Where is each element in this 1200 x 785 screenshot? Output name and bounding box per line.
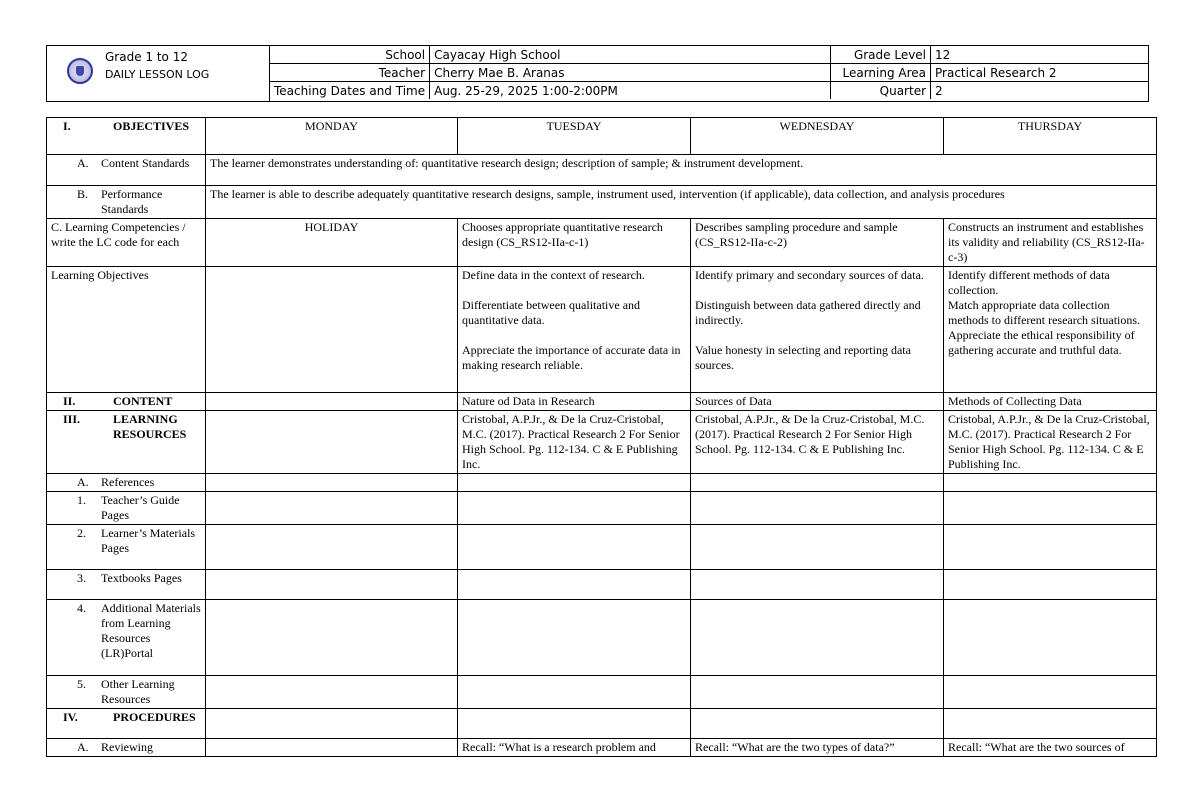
header-value-quarter: 2 <box>931 82 1148 100</box>
header-label-grade-level: Grade Level <box>831 46 931 64</box>
header-title-line2: DAILY LESSON LOG <box>105 68 210 81</box>
item-label: Learner’s Materials Pages <box>101 526 196 555</box>
reviewing-wednesday: Recall: “What are the two types of data?” <box>691 739 944 757</box>
ref-item-learners-materials <box>47 525 206 570</box>
empty-cell <box>458 492 691 525</box>
competency-tuesday: Chooses appropriate quantitative research design (CS_RS12-IIa-c-1) <box>458 219 691 267</box>
table-row <box>47 474 1157 492</box>
procedures-heading-cell <box>47 709 206 739</box>
reviewing-monday <box>206 739 458 757</box>
empty-cell <box>206 709 458 739</box>
competencies-label: C. Learning Competencies / write the LC code for each <box>47 219 206 267</box>
item-label: Additional Materials from Learning Resources (LR)Portal <box>101 601 201 660</box>
competency-monday: HOLIDAY <box>206 219 458 267</box>
item-number: 2. <box>77 526 86 540</box>
empty-cell <box>691 474 944 492</box>
section-label: CONTENT <box>113 394 173 408</box>
empty-cell <box>691 525 944 570</box>
objective-item: Identify different methods of data collection. <box>948 268 1110 297</box>
learning-objectives-label: Learning Objectives <box>47 267 206 393</box>
empty-cell <box>944 600 1157 676</box>
objectives-wednesday <box>691 267 944 393</box>
empty-cell <box>944 474 1157 492</box>
header-row <box>270 82 1149 100</box>
empty-cell <box>691 570 944 600</box>
empty-cell <box>944 492 1157 525</box>
reviewing-label-cell <box>47 739 206 757</box>
empty-cell <box>944 676 1157 709</box>
ref-item-other-resources <box>47 676 206 709</box>
empty-cell <box>458 676 691 709</box>
table-row <box>47 525 1157 570</box>
ref-item-teachers-guide <box>47 492 206 525</box>
header-label-school: School <box>270 46 430 64</box>
header-value-dates: Aug. 25-29, 2025 1:00-2:00PM <box>430 82 831 100</box>
table-row <box>47 219 1157 267</box>
header-label-learning-area: Learning Area <box>831 64 931 82</box>
item-number: A. <box>77 740 89 754</box>
objectives-thursday <box>944 267 1157 393</box>
item-number: B. <box>77 187 89 201</box>
empty-cell <box>458 709 691 739</box>
table-row <box>47 709 1157 739</box>
empty-cell <box>691 709 944 739</box>
content-thursday: Methods of Collecting Data <box>944 393 1157 411</box>
item-label: Teacher’s Guide Pages <box>101 493 180 522</box>
empty-cell <box>691 600 944 676</box>
content-standards-label-cell <box>47 155 206 186</box>
lesson-log-table <box>46 117 1157 757</box>
deped-seal-icon <box>67 58 93 84</box>
item-number: 5. <box>77 677 86 691</box>
item-number: 1. <box>77 493 86 507</box>
item-number: A. <box>77 475 89 489</box>
resources-thursday: Cristobal, A.P.Jr., & De la Cruz-Cristobal, M.C. (2017). Practical Research 2 For Senior High School. Pg. 112-134. C & E Publishing Inc. <box>944 411 1157 474</box>
table-row <box>47 186 1157 219</box>
section-number: II. <box>63 394 76 408</box>
content-standards-text: The learner demonstrates understanding of: quantitative research design; description of sample; & instrument development. <box>206 155 1157 186</box>
empty-cell <box>458 474 691 492</box>
header-value-grade-level: 12 <box>931 46 1148 64</box>
section-label: PROCEDURES <box>113 710 196 724</box>
empty-cell <box>691 676 944 709</box>
empty-cell <box>206 600 458 676</box>
header-title-line1: Grade 1 to 12 <box>105 50 188 64</box>
reviewing-tuesday: Recall: “What is a research problem and <box>458 739 691 757</box>
table-row <box>47 492 1157 525</box>
content-monday <box>206 393 458 411</box>
header-row <box>270 64 1149 82</box>
empty-cell <box>458 525 691 570</box>
item-label: Textbooks Pages <box>101 571 182 585</box>
item-label: Reviewing <box>101 740 153 754</box>
empty-cell <box>206 492 458 525</box>
header-title-block <box>47 46 270 101</box>
objective-item: Match appropriate data collection methods to different research situations. <box>948 298 1141 327</box>
resources-monday <box>206 411 458 474</box>
table-row <box>47 600 1157 676</box>
empty-cell <box>944 709 1157 739</box>
resources-wednesday: Cristobal, A.P.Jr., & De la Cruz-Cristobal, M.C. (2017). Practical Research 2 For Senior High School. Pg. 112-134. C & E Publishing Inc. <box>691 411 944 474</box>
section-number: I. <box>63 119 71 133</box>
table-row <box>47 411 1157 474</box>
objective-item: Appreciate the ethical responsibility of gathering accurate and truthful data. <box>948 328 1135 357</box>
objective-item: Identify primary and secondary sources of data. <box>695 268 924 282</box>
table-row <box>47 155 1157 186</box>
empty-cell <box>458 570 691 600</box>
competency-thursday: Constructs an instrument and establishes its validity and reliability (CS_RS12-IIa-c-3) <box>944 219 1157 267</box>
item-number: 4. <box>77 601 86 615</box>
content-heading-cell <box>47 393 206 411</box>
item-label: Content Standards <box>101 156 190 170</box>
empty-cell <box>944 525 1157 570</box>
objective-item: Appreciate the importance of accurate data in making research reliable. <box>462 343 681 372</box>
references-label-cell <box>47 474 206 492</box>
performance-standards-label-cell <box>47 186 206 219</box>
item-label: References <box>101 475 155 489</box>
day-header-thursday: THURSDAY <box>944 118 1157 155</box>
competency-wednesday: Describes sampling procedure and sample (CS_RS12-IIa-c-2) <box>691 219 944 267</box>
objective-item: Differentiate between qualitative and quantitative data. <box>462 298 641 327</box>
header-label-dates: Teaching Dates and Time <box>270 82 430 100</box>
item-label: Other Learning Resources <box>101 677 175 706</box>
header-info-table <box>269 46 1148 99</box>
objectives-tuesday <box>458 267 691 393</box>
table-row <box>47 739 1157 757</box>
section-label: LEARNING RESOURCES <box>113 412 187 441</box>
table-row <box>47 676 1157 709</box>
section-number: IV. <box>63 710 78 724</box>
header-value-teacher: Cherry Mae B. Aranas <box>430 64 831 82</box>
section-number: III. <box>63 412 81 426</box>
table-header-row <box>47 118 1157 155</box>
day-header-tuesday: TUESDAY <box>458 118 691 155</box>
day-header-wednesday: WEDNESDAY <box>691 118 944 155</box>
objective-item: Define data in the context of research. <box>462 268 645 282</box>
table-row <box>47 570 1157 600</box>
objectives-heading-cell <box>47 118 206 155</box>
table-row <box>47 267 1157 393</box>
objective-item: Value honesty in selecting and reporting data sources. <box>695 343 911 372</box>
empty-cell <box>944 570 1157 600</box>
ref-item-additional-materials <box>47 600 206 676</box>
empty-cell <box>458 600 691 676</box>
empty-cell <box>206 525 458 570</box>
item-number: A. <box>77 156 89 170</box>
objective-item: Distinguish between data gathered directly and indirectly. <box>695 298 921 327</box>
empty-cell <box>206 676 458 709</box>
header-label-teacher: Teacher <box>270 64 430 82</box>
item-number: 3. <box>77 571 86 585</box>
resources-tuesday: Cristobal, A.P.Jr., & De la Cruz-Cristobal, M.C. (2017). Practical Research 2 For Senior High School. Pg. 112-134. C & E Publishing Inc. <box>458 411 691 474</box>
empty-cell <box>691 492 944 525</box>
objectives-monday <box>206 267 458 393</box>
content-wednesday: Sources of Data <box>691 393 944 411</box>
table-row <box>47 393 1157 411</box>
section-label: OBJECTIVES <box>113 119 190 133</box>
lesson-log-header <box>46 45 1149 102</box>
empty-cell <box>206 474 458 492</box>
ref-item-textbooks <box>47 570 206 600</box>
item-label: Performance Standards <box>101 187 163 216</box>
header-row <box>270 46 1149 64</box>
header-label-quarter: Quarter <box>831 82 931 100</box>
content-tuesday: Nature od Data in Research <box>458 393 691 411</box>
performance-standards-text: The learner is able to describe adequately quantitative research designs, sample, instrument used, intervention (if applicable), data collection, and analysis procedures <box>206 186 1157 219</box>
day-header-monday: MONDAY <box>206 118 458 155</box>
reviewing-thursday: Recall: “What are the two sources of <box>944 739 1157 757</box>
learning-resources-heading-cell <box>47 411 206 474</box>
empty-cell <box>206 570 458 600</box>
header-value-school: Cayacay High School <box>430 46 831 64</box>
header-value-learning-area: Practical Research 2 <box>931 64 1148 82</box>
